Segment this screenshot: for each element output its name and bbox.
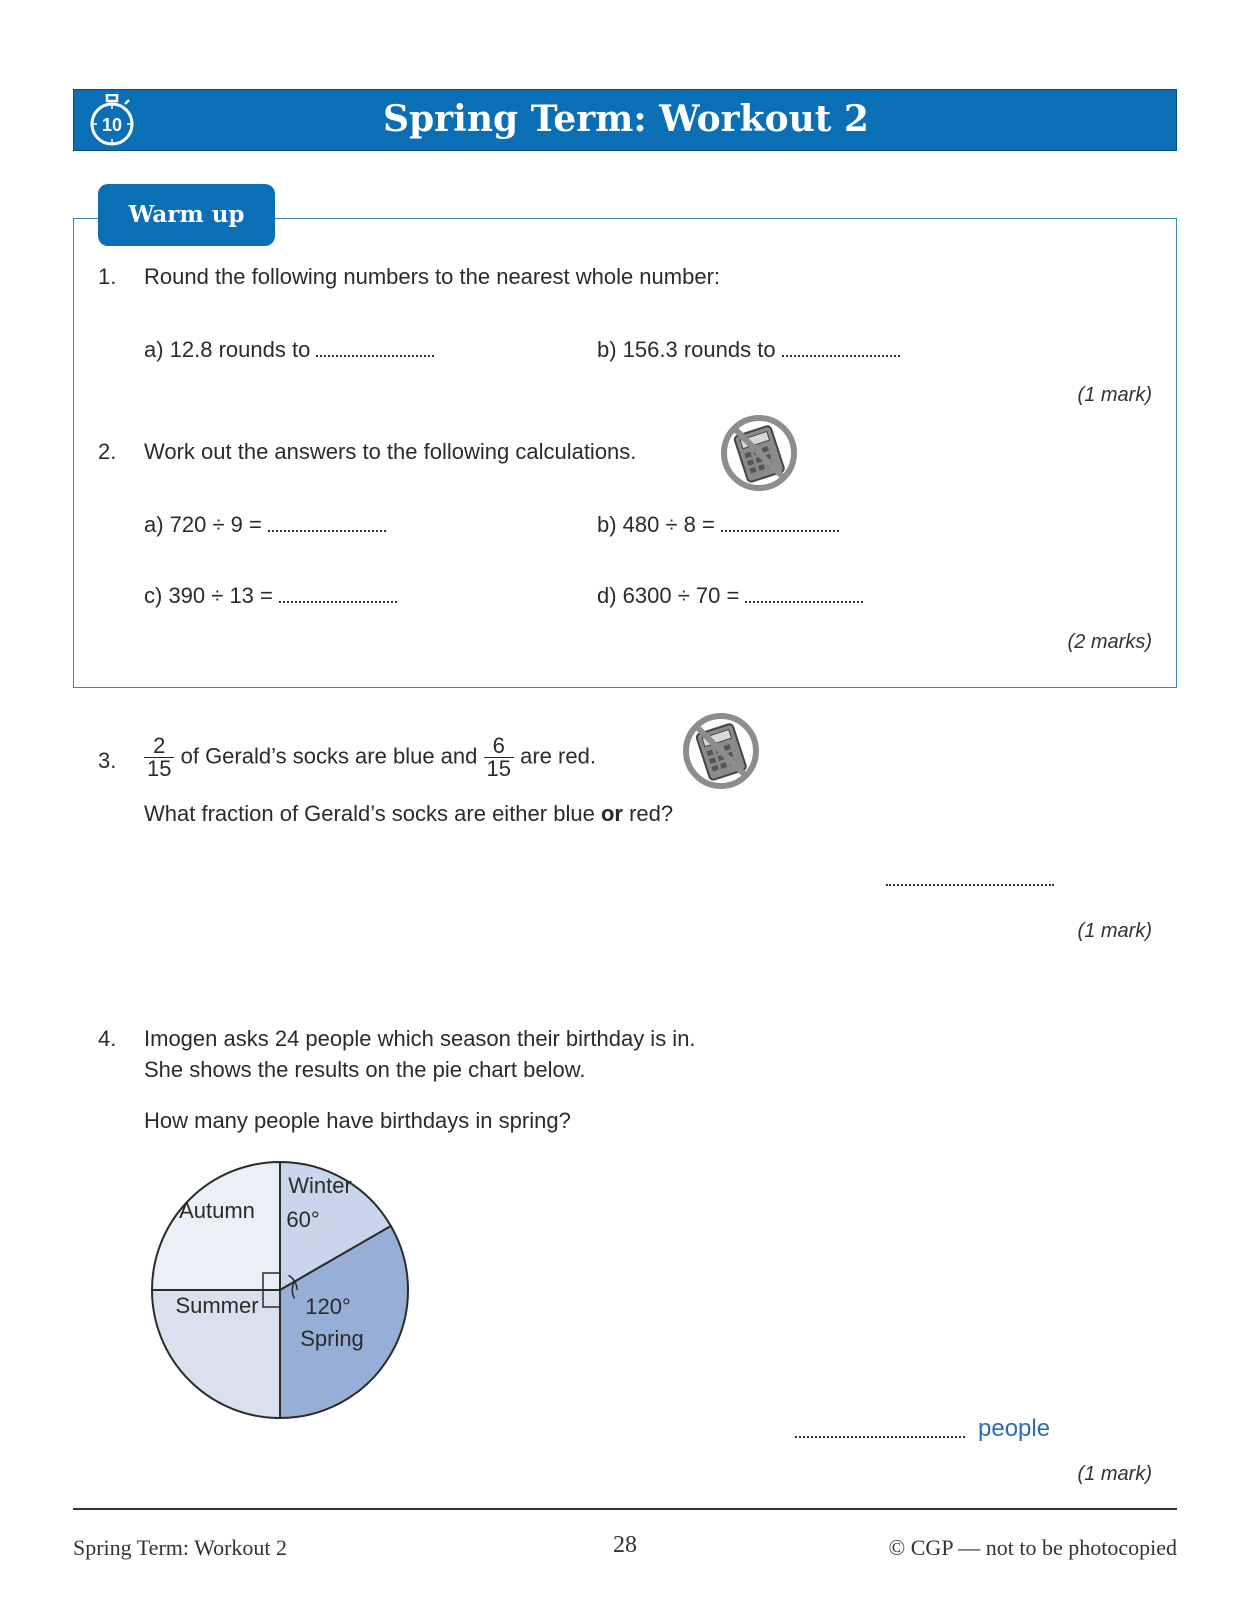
q2c-label: c) 390 ÷ 13 = xyxy=(144,583,273,608)
question-number: 2. xyxy=(98,439,117,464)
footer-right: © CGP — not to be photocopied xyxy=(888,1535,1177,1560)
q3-text-mid: of Gerald’s socks are blue and xyxy=(180,743,478,769)
question-number: 1. xyxy=(98,264,117,289)
q3-line2-bold: or xyxy=(600,801,623,826)
pie-label-autumn: Autumn xyxy=(179,1198,255,1223)
pie-label-winter: Winter xyxy=(288,1173,352,1198)
q4-line1: Imogen asks 24 people which season their birthday is in. xyxy=(144,1026,696,1051)
page-number: 28 xyxy=(613,1532,637,1558)
marks-label: (1 mark) xyxy=(1077,1463,1152,1485)
q2b-row xyxy=(597,510,839,538)
q2d-answer-line[interactable] xyxy=(745,581,863,603)
q2c-row xyxy=(144,581,397,609)
q2a-row xyxy=(144,510,386,538)
footer-divider xyxy=(73,1508,1177,1510)
no-calculator-icon xyxy=(680,710,762,792)
no-calculator-icon xyxy=(718,412,800,494)
fraction xyxy=(484,735,514,780)
marks-label: (1 mark) xyxy=(1077,384,1152,406)
q2a-answer-line[interactable] xyxy=(268,510,386,532)
pie-chart xyxy=(140,1150,420,1430)
q2b-answer-line[interactable] xyxy=(721,510,839,532)
q2a-label: a) 720 ÷ 9 = xyxy=(144,512,262,537)
pie-label-summer: Summer xyxy=(175,1293,259,1318)
fraction-denominator: 15 xyxy=(147,756,172,781)
marks-label: (2 marks) xyxy=(1067,631,1152,653)
pie-slice-autumn xyxy=(152,1162,280,1290)
q3-line2 xyxy=(144,801,673,827)
marks-label: (1 mark) xyxy=(1077,920,1152,942)
page-title: Spring Term: Workout 2 xyxy=(383,98,869,140)
q2c-answer-line[interactable] xyxy=(279,581,397,603)
q4-question: How many people have birthdays in spring? xyxy=(144,1108,571,1133)
question-number: 4. xyxy=(98,1026,117,1051)
q4-answer-line[interactable] xyxy=(795,1436,965,1438)
fraction xyxy=(144,735,174,780)
q1a-row xyxy=(144,335,434,363)
pie-label-spring: Spring xyxy=(300,1326,364,1351)
q1a-label: a) 12.8 rounds to xyxy=(144,337,311,362)
fraction-denominator: 15 xyxy=(486,756,511,781)
question-text: Work out the answers to the following calculations. xyxy=(144,439,637,464)
title-banner xyxy=(73,89,1177,151)
answer-unit: people xyxy=(978,1415,1051,1442)
q1b-label: b) 156.3 rounds to xyxy=(597,337,776,362)
q1a-answer-line[interactable] xyxy=(316,335,434,357)
q2d-row xyxy=(597,581,863,609)
q3-answer-line[interactable] xyxy=(886,884,1054,886)
pie-angle-winter: 60° xyxy=(286,1207,320,1232)
q4-line2: She shows the results on the pie chart below. xyxy=(144,1057,586,1082)
warm-up-tab: Warm up xyxy=(98,184,275,246)
q3-line1 xyxy=(144,735,596,780)
timer-minutes: 10 xyxy=(101,115,123,135)
q3-text-end: are red. xyxy=(520,743,596,769)
question-text: Round the following numbers to the nearest whole number: xyxy=(144,264,721,289)
q2b-label: b) 480 ÷ 8 = xyxy=(597,512,715,537)
question-number: 3. xyxy=(98,748,117,773)
q3-line2-pre: What fraction of Gerald’s socks are either blue xyxy=(144,801,595,826)
footer-left: Spring Term: Workout 2 xyxy=(73,1535,288,1560)
q3-line2-post: red? xyxy=(629,801,674,826)
fraction-numerator: 6 xyxy=(484,735,514,758)
q1b-answer-line[interactable] xyxy=(782,335,900,357)
fraction-numerator: 2 xyxy=(144,735,174,758)
pie-angle-spring: 120° xyxy=(305,1294,351,1319)
q2d-label: d) 6300 ÷ 70 = xyxy=(597,583,740,608)
q1b-row xyxy=(597,335,900,363)
